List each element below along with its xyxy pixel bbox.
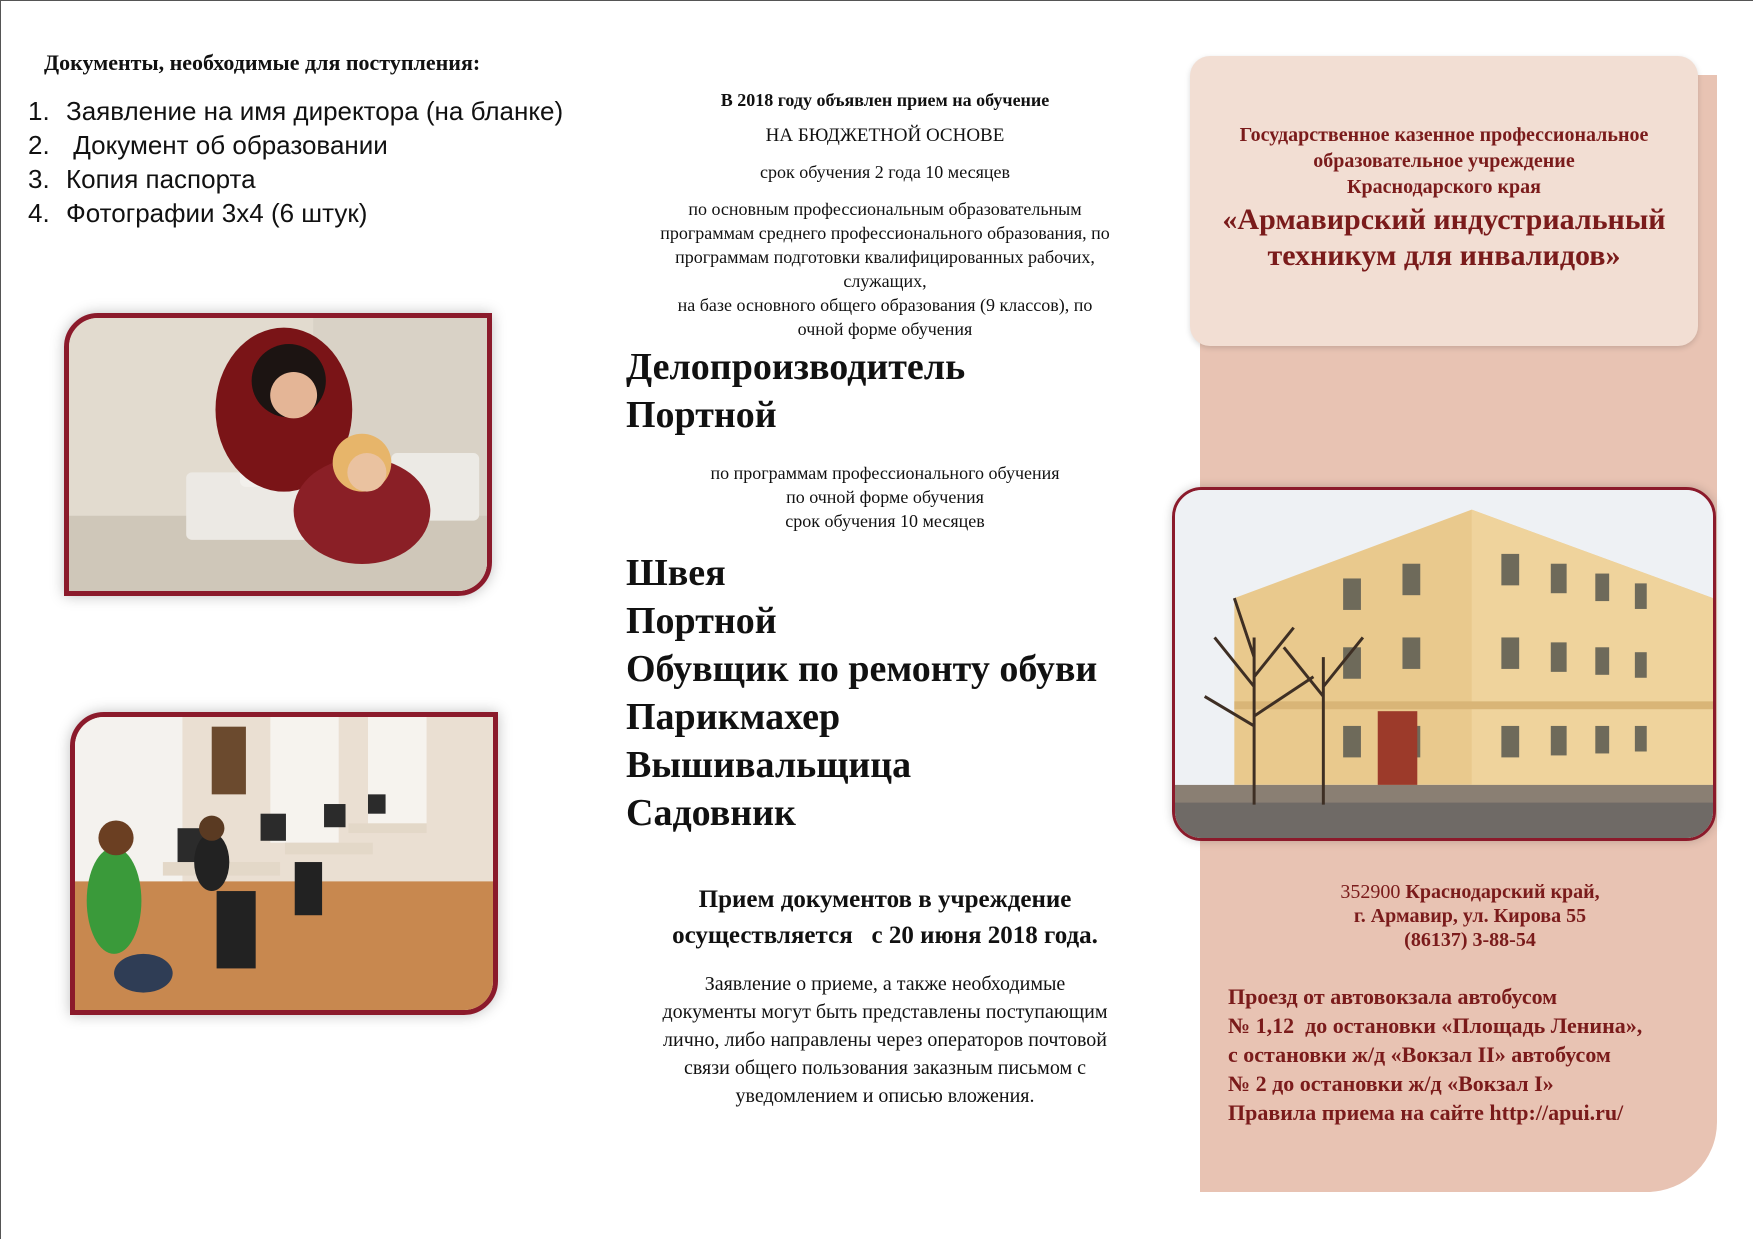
list-item-number: 1.	[28, 96, 50, 126]
address-region: Краснодарский край,	[1400, 881, 1600, 903]
address-region-line	[1290, 880, 1650, 904]
submission-line: Заявление о приеме, а также необходимые	[704, 973, 1066, 995]
transport-line: № 2 до остановки ж/д «Вокзал I»	[1228, 1071, 1554, 1096]
list-item-number: 4.	[28, 198, 50, 228]
profession-item: Парикмахер	[626, 696, 841, 738]
list-item-number: 2.	[28, 130, 50, 160]
sewing-class-illustration	[69, 318, 487, 591]
program-line: срок обучения 10 месяцев	[785, 511, 985, 531]
list-item	[28, 162, 563, 196]
list-item	[28, 196, 563, 230]
documents-list	[28, 94, 563, 230]
description-line: программам среднего профессионального образования, по	[660, 223, 1110, 243]
institution-name-line: Краснодарского края	[1347, 176, 1541, 198]
documents-heading: Документы, необходимые для поступления:	[44, 50, 481, 75]
description-line: очной форме обучения	[797, 319, 973, 339]
submission-line: документы могут быть представлены поступающим	[662, 1001, 1108, 1023]
institution-title-line: техникум для инвалидов»	[1267, 239, 1621, 272]
program-line: по очной форме обучения	[786, 487, 984, 507]
profession-item: Делопроизводитель	[626, 346, 966, 388]
transport-line: № 1,12 до остановки «Площадь Ленина»,	[1228, 1013, 1643, 1038]
address-city: г. Армавир, ул. Кирова 55	[1353, 905, 1587, 927]
submission-line: лично, либо направлены через операторов почтовой	[663, 1029, 1107, 1051]
institution-title-box	[1190, 56, 1698, 346]
list-item-text: Документ об образовании	[66, 130, 388, 160]
profession-item: Обувщик по ремонту обуви	[626, 648, 1098, 690]
transport-line: Проезд от автовокзала автобусом	[1228, 984, 1558, 1009]
institution-name-line: Государственное казенное профессиональное	[1239, 124, 1649, 146]
institution-title-line: «Армавирский индустриальный	[1222, 203, 1666, 236]
admission-basis: НА БЮДЖЕТНОЙ ОСНОВЕ	[765, 125, 1005, 146]
profession-item: Швея	[626, 552, 726, 594]
profession-item: Портной	[626, 394, 777, 436]
description-line: программам подготовки квалифицированных рабочих,	[675, 247, 1095, 267]
building-photo	[1172, 487, 1716, 841]
short-program-description	[620, 461, 1150, 533]
short-professions-list	[626, 549, 1097, 837]
admission-rules-link[interactable]: Правила приема на сайте http://apui.ru/	[1228, 1100, 1624, 1125]
submission-info	[620, 970, 1150, 1110]
computer-class-photo	[70, 712, 498, 1015]
address-block	[1290, 880, 1650, 952]
submission-line: связи общего пользования заказным письмом с	[684, 1057, 1086, 1079]
list-item	[28, 94, 563, 128]
computer-class-illustration	[75, 717, 493, 1010]
program-line: по программам профессионального обучения	[710, 463, 1060, 483]
transport-line: с остановки ж/д «Вокзал II» автобусом	[1228, 1042, 1611, 1067]
address-phone: (86137) 3-88-54	[1404, 929, 1536, 951]
acceptance-notice	[620, 882, 1150, 954]
sewing-class-photo	[64, 313, 492, 596]
description-line: служащих,	[843, 271, 927, 291]
acceptance-line: осуществляется с 20 июня 2018 года.	[672, 922, 1098, 949]
profession-item: Садовник	[626, 792, 796, 834]
profession-item: Вышивальщица	[626, 744, 912, 786]
institution-title	[1190, 202, 1698, 274]
transport-info	[1228, 982, 1718, 1127]
acceptance-line: Прием документов в учреждение	[698, 886, 1072, 913]
address-zip: 352900	[1340, 881, 1401, 903]
list-item	[28, 128, 563, 162]
list-item-text: Копия паспорта	[66, 164, 256, 194]
submission-line: уведомлением и описью вложения.	[735, 1085, 1035, 1107]
list-item-text: Заявление на имя директора (на бланке)	[66, 96, 564, 126]
main-professions-list	[626, 343, 965, 439]
institution-name	[1190, 122, 1698, 200]
admission-title: В 2018 году объявлен прием на обучение	[720, 90, 1050, 110]
building-illustration	[1175, 490, 1713, 838]
description-line: на базе основного общего образования (9 классов), по	[677, 295, 1093, 315]
list-item-text: Фотографии 3x4 (6 штук)	[66, 198, 368, 228]
admission-term: срок обучения 2 года 10 месяцев	[759, 162, 1011, 182]
description-line: по основным профессиональным образовательным	[688, 199, 1082, 219]
profession-item: Портной	[626, 600, 777, 642]
admission-description	[620, 197, 1150, 341]
institution-name-line: образовательное учреждение	[1313, 150, 1575, 172]
list-item-number: 3.	[28, 164, 50, 194]
